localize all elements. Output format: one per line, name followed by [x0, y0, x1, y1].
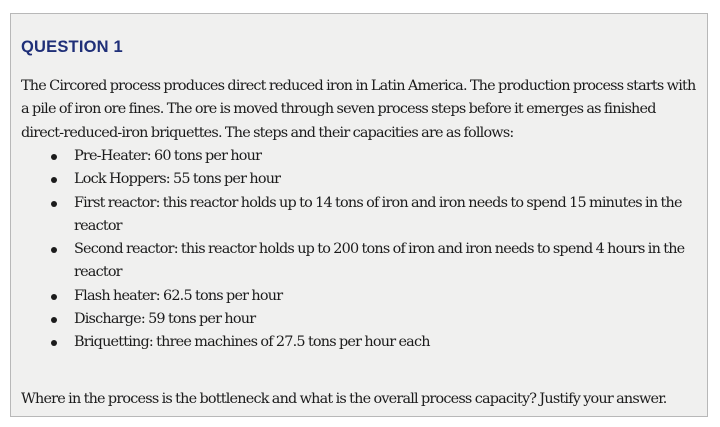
step-text: Briquetting: three machines of 27.5 tons per hour each: [74, 334, 430, 351]
step-text: Lock Hoppers: 55 tons per hour: [74, 171, 281, 188]
step-text: Flash heater: 62.5 tons per hour: [74, 287, 283, 304]
list-item: [21, 331, 701, 354]
list-item: [21, 238, 701, 285]
bullet-icon: [51, 201, 57, 207]
question-intro: The Circored process produces direct reduced iron in Latin America. The production process starts with a pile of iron ore fines. The ore is moved through seven process steps before it emerges as finished direct-reduced-iron briquettes. The steps and their capacities are as follows:: [21, 78, 696, 141]
list-item: [21, 285, 701, 308]
bullet-icon: [51, 294, 57, 300]
question-title: QUESTION 1: [21, 38, 123, 56]
list-item: [21, 145, 701, 168]
list-item: [21, 308, 701, 331]
process-steps-list: [21, 145, 701, 355]
step-text: Second reactor: this reactor holds up to 200 tons of iron and iron needs to spend 4 hours in the reactor: [74, 241, 685, 281]
question-prompt: Where in the process is the bottleneck and what is the overall process capacity? Justify your answer.: [21, 391, 667, 407]
bullet-icon: [51, 177, 57, 183]
step-text: First reactor: this reactor holds up to 14 tons of iron and iron needs to spend 15 minutes in the reactor: [74, 194, 682, 234]
list-item: [21, 168, 701, 191]
step-text: Pre-Heater: 60 tons per hour: [74, 148, 262, 164]
step-text: Discharge: 59 tons per hour: [74, 311, 256, 328]
list-item: [21, 192, 701, 239]
question-box: [10, 13, 708, 417]
bullet-icon: [51, 154, 57, 160]
bullet-icon: [51, 340, 57, 346]
bullet-icon: [51, 317, 57, 323]
bullet-icon: [51, 247, 57, 253]
